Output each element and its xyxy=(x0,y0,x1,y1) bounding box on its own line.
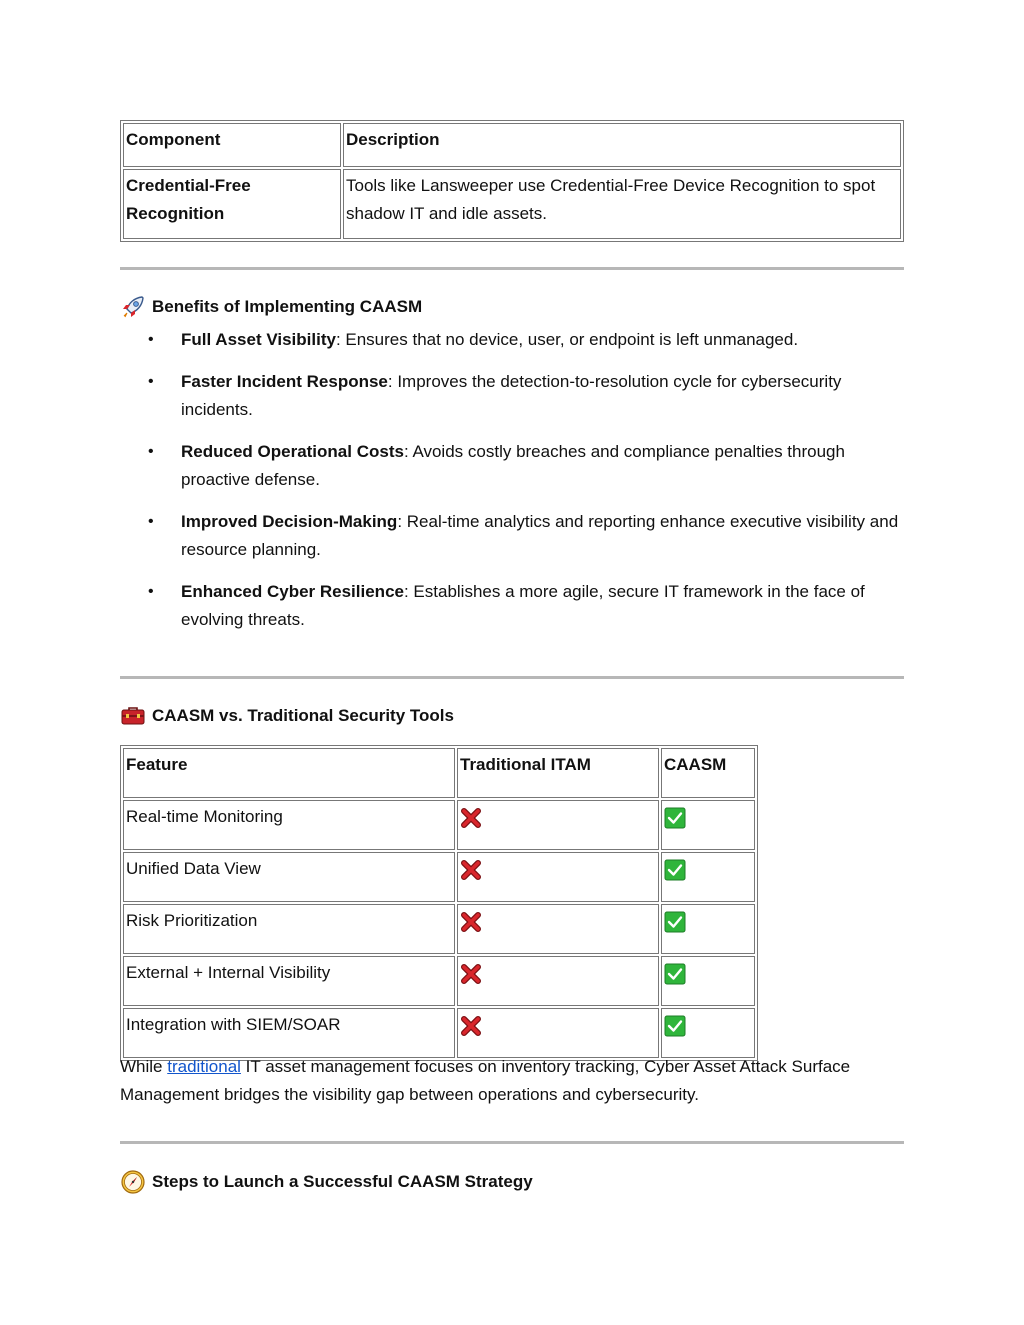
itam-cell xyxy=(457,904,659,954)
header-traditional-itam: Traditional ITAM xyxy=(457,748,659,798)
document-page xyxy=(120,120,904,1191)
list-item xyxy=(120,438,904,494)
check-mark-icon xyxy=(664,807,686,829)
cross-mark-icon xyxy=(460,1015,482,1037)
cross-mark-icon xyxy=(460,807,482,829)
steps-heading xyxy=(120,1169,533,1195)
header-component: Component xyxy=(123,123,341,167)
header-description: Description xyxy=(343,123,901,167)
comparison-paragraph xyxy=(120,1053,904,1109)
section-divider xyxy=(120,1141,904,1144)
toolbox-icon xyxy=(120,703,146,729)
caasm-cell xyxy=(661,1008,755,1058)
benefit-term: Reduced Operational Costs xyxy=(181,442,404,461)
benefit-term: Faster Incident Response xyxy=(181,372,388,391)
benefit-term: Full Asset Visibility xyxy=(181,330,336,349)
comparison-title: CAASM vs. Traditional Security Tools xyxy=(152,706,454,725)
benefit-term: Enhanced Cyber Resilience xyxy=(181,582,404,601)
benefit-text: : Improves the detection-to-resolution cycle for cybersecurity incidents. xyxy=(181,372,842,419)
check-mark-icon xyxy=(664,911,686,933)
table-row xyxy=(123,800,755,850)
itam-cell xyxy=(457,800,659,850)
paragraph-rest: IT asset management focuses on inventory tracking, Cyber Asset Attack Surface Management bridges the visibility gap between operations and cybersecurity. xyxy=(120,1057,851,1104)
benefits-title: Benefits of Implementing CAASM xyxy=(152,297,423,316)
benefit-text: : Avoids costly breaches and compliance penalties through proactive defense. xyxy=(181,442,845,489)
list-item xyxy=(120,368,904,424)
table-row xyxy=(123,956,755,1006)
caasm-cell xyxy=(661,956,755,1006)
benefits-heading xyxy=(120,294,422,320)
itam-cell xyxy=(457,1008,659,1058)
table-header-row xyxy=(123,748,755,798)
steps-title: Steps to Launch a Successful CAASM Strategy xyxy=(152,1172,533,1191)
description-cell: Tools like Lansweeper use Credential-Free Device Recognition to spot shadow IT and idle assets. xyxy=(343,169,901,239)
caasm-cell xyxy=(661,852,755,902)
header-feature: Feature xyxy=(123,748,455,798)
comparison-heading xyxy=(120,703,454,729)
list-item xyxy=(120,508,904,564)
list-item xyxy=(120,326,904,354)
caasm-cell xyxy=(661,904,755,954)
traditional-link[interactable]: traditional xyxy=(167,1057,241,1076)
table-row xyxy=(123,169,901,239)
itam-cell xyxy=(457,956,659,1006)
table-header-row xyxy=(123,123,901,167)
comparison-table xyxy=(120,745,758,1061)
feature-cell: External + Internal Visibility xyxy=(123,956,455,1006)
component-cell: Credential-Free Recognition xyxy=(123,169,341,239)
check-mark-icon xyxy=(664,859,686,881)
component-table xyxy=(120,120,904,242)
cross-mark-icon xyxy=(460,859,482,881)
check-mark-icon xyxy=(664,1015,686,1037)
feature-cell: Risk Prioritization xyxy=(123,904,455,954)
itam-cell xyxy=(457,852,659,902)
header-caasm: CAASM xyxy=(661,748,755,798)
benefit-text: : Establishes a more agile, secure IT framework in the face of evolving threats. xyxy=(181,582,865,629)
caasm-cell xyxy=(661,800,755,850)
check-mark-icon xyxy=(664,963,686,985)
benefits-list xyxy=(120,326,904,648)
cross-mark-icon xyxy=(460,911,482,933)
feature-cell: Unified Data View xyxy=(123,852,455,902)
list-item xyxy=(120,578,904,634)
paragraph-lead: While xyxy=(120,1057,168,1076)
benefit-text: : Ensures that no device, user, or endpoint is left unmanaged. xyxy=(335,330,799,349)
table-row xyxy=(123,904,755,954)
cross-mark-icon xyxy=(460,963,482,985)
feature-cell: Real-time Monitoring xyxy=(123,800,455,850)
table-row xyxy=(123,852,755,902)
section-divider xyxy=(120,267,904,270)
benefit-term: Improved Decision-Making xyxy=(181,512,398,531)
compass-icon xyxy=(120,1169,146,1195)
rocket-icon xyxy=(120,294,146,320)
benefit-text: : Real-time analytics and reporting enhance executive visibility and resource planning. xyxy=(181,512,899,559)
table-row xyxy=(123,1008,755,1058)
section-divider xyxy=(120,676,904,679)
feature-cell: Integration with SIEM/SOAR xyxy=(123,1008,455,1058)
